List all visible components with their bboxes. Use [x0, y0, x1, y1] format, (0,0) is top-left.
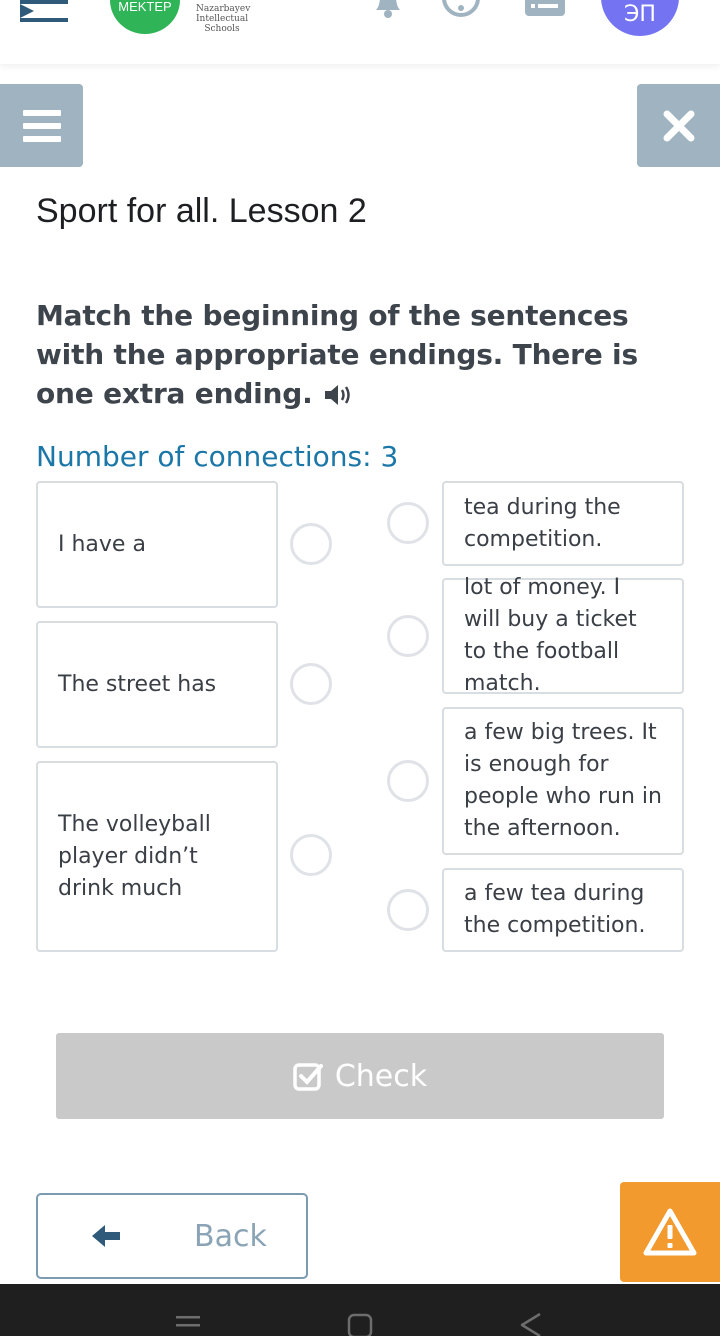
- right-item-text: lot of money. I will buy a ticket to the football match.: [464, 575, 637, 696]
- menu-icon[interactable]: [20, 0, 70, 24]
- top-app-bar: [0, 0, 720, 64]
- right-item-1[interactable]: [442, 481, 684, 566]
- right-connector-1[interactable]: [387, 502, 429, 544]
- close-button[interactable]: [637, 84, 720, 167]
- arrow-left-icon: [92, 1223, 122, 1249]
- task-text: Match the beginning of the sentences with the appropriate endings. There is one extra ending.: [36, 299, 638, 410]
- close-icon: [663, 110, 695, 142]
- speaker-icon[interactable]: [323, 383, 353, 407]
- back-label: Back: [194, 1219, 267, 1254]
- right-item-text: a few big trees. It is enough for people who run in the afternoon.: [464, 720, 662, 841]
- right-connector-3[interactable]: [387, 760, 429, 802]
- task-instructions: [36, 296, 686, 413]
- recent-apps-icon[interactable]: [174, 1312, 202, 1336]
- left-item-3[interactable]: [36, 761, 278, 952]
- left-connector-3[interactable]: [290, 834, 332, 876]
- report-problem-button[interactable]: [620, 1182, 720, 1282]
- left-item-text: The street has: [58, 671, 217, 697]
- back-nav-icon[interactable]: [516, 1310, 544, 1336]
- check-label: Check: [334, 1058, 428, 1094]
- right-connector-4[interactable]: [387, 889, 429, 931]
- lesson-menu-button[interactable]: [0, 84, 83, 167]
- back-button[interactable]: [36, 1193, 308, 1279]
- hamburger-icon: [23, 110, 61, 142]
- system-navigation-bar: [0, 1284, 720, 1336]
- left-item-2[interactable]: [36, 621, 278, 748]
- connections-count: Number of connections: 3: [36, 440, 399, 473]
- left-connector-2[interactable]: [290, 663, 332, 705]
- left-item-text: The volleyball player didn’t drink much: [58, 811, 211, 901]
- home-icon[interactable]: [347, 1312, 375, 1336]
- checkbox-icon: [293, 1061, 323, 1091]
- left-connector-1[interactable]: [290, 523, 332, 565]
- right-item-2[interactable]: [442, 575, 684, 696]
- lesson-title: Sport for all. Lesson 2: [36, 192, 367, 230]
- list-icon[interactable]: [525, 0, 565, 18]
- right-item-text: a few tea during the competition.: [464, 881, 646, 938]
- right-connector-2[interactable]: [387, 615, 429, 657]
- right-item-3[interactable]: [442, 707, 684, 855]
- warning-icon: [643, 1208, 697, 1256]
- left-item-text: I have a: [58, 531, 146, 557]
- left-item-1[interactable]: [36, 481, 278, 608]
- help-icon[interactable]: [441, 0, 481, 18]
- nis-logo: Nazarbayev Intellectual Schools: [196, 4, 251, 34]
- user-avatar[interactable]: ЭП: [601, 0, 679, 36]
- bell-icon[interactable]: [370, 0, 406, 20]
- right-item-text: tea during the competition.: [464, 494, 621, 552]
- check-button[interactable]: [56, 1033, 664, 1119]
- mektep-logo: MEKTEP: [110, 0, 180, 34]
- right-item-4[interactable]: [442, 868, 684, 952]
